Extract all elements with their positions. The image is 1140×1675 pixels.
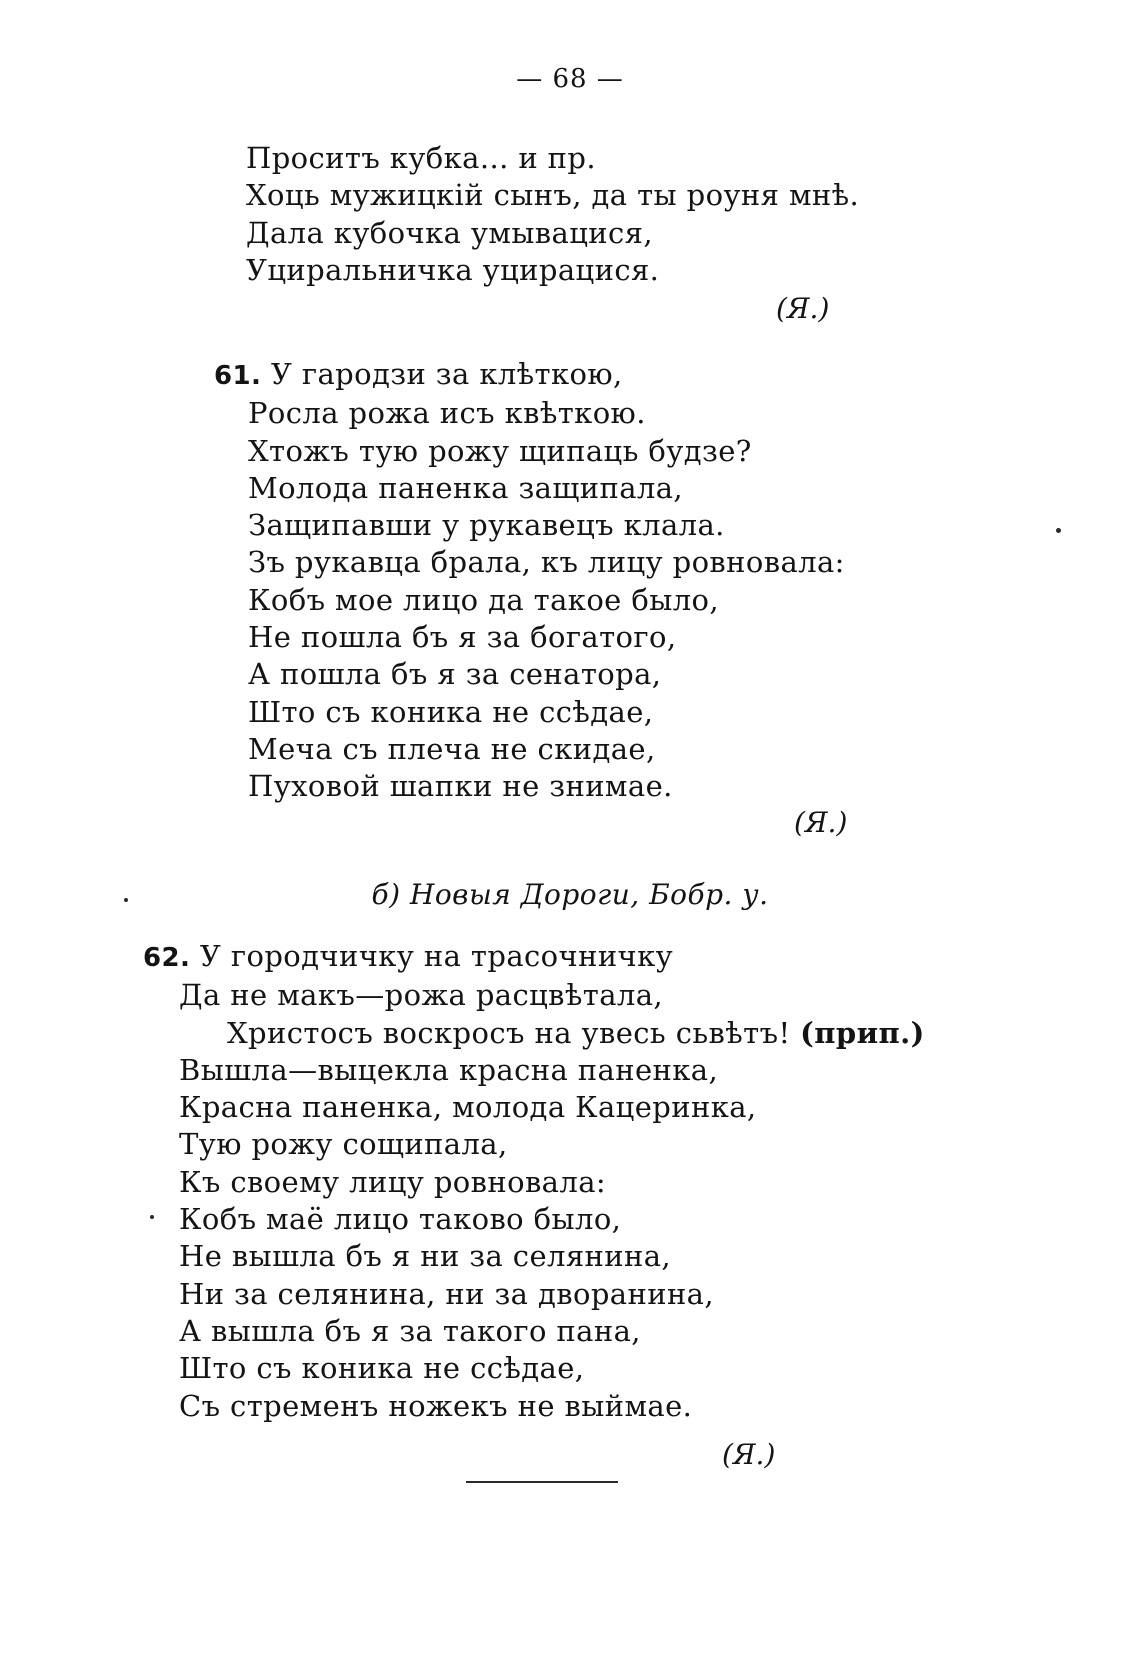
- verse-line: Вышла—выцекла красна паненка,: [179, 1052, 719, 1087]
- song-62: [143, 938, 925, 1425]
- verse-line: Проситъ кубка... и пр.: [246, 141, 596, 175]
- verse-line: Пуховой шапки не знимае.: [248, 769, 673, 804]
- verse-line: Къ своему лицу ровновала:: [179, 1164, 607, 1199]
- verse-text: У гародзи за клѣткою,: [270, 357, 623, 391]
- verse-first-line: [143, 938, 925, 977]
- verse-line: Меча съ плеча не скидае,: [248, 731, 656, 766]
- verse-line: Хтожъ тую рожу щипаць будзе?: [248, 433, 752, 468]
- verse-line: Дала кубочка умывацися,: [246, 215, 653, 250]
- verse-line: Красна паненка, молода Кацеринка,: [179, 1090, 757, 1125]
- verse-line: Съ стременъ ножекъ не выймае.: [179, 1388, 693, 1423]
- verse-line: Ни за селянина, ни за дворанина,: [179, 1276, 714, 1311]
- verse-line: Што съ коника не ссѣдае,: [248, 694, 654, 729]
- source-attribution: (Я.): [794, 806, 848, 839]
- verse-line: А вышла бъ я за такого пана,: [179, 1313, 641, 1348]
- song-60-continuation: [246, 140, 859, 289]
- verse-line: Што съ коника не ссѣдае,: [179, 1351, 585, 1386]
- verse-line: А пошла бъ я за сенатора,: [248, 657, 662, 692]
- verse-line: Кобъ маё лицо таково было,: [179, 1202, 622, 1237]
- verse-line: Росла рожа исъ квѣткою.: [248, 396, 646, 431]
- verse-line: Зъ рукавца брала, къ лицу ровновала:: [248, 545, 845, 580]
- song-61: [214, 356, 845, 806]
- refrain-line: [143, 1015, 925, 1052]
- source-attribution: (Я.): [776, 292, 830, 325]
- verse-text: У городчичку на трасочничку: [199, 939, 674, 973]
- song-number: 61.: [214, 361, 262, 391]
- print-speck: [124, 898, 128, 902]
- end-rule: [466, 1481, 618, 1483]
- verse-line: Уциральничка уцирацися.: [246, 252, 660, 287]
- verse-line: Хоць мужицкій сынъ, да ты роуня мнѣ.: [246, 178, 860, 213]
- verse-first-line: [214, 356, 845, 395]
- source-attribution: (Я.): [722, 1438, 776, 1471]
- verse-line: Не пошла бъ я за богатого,: [248, 620, 677, 655]
- verse-line: Да не макъ—рожа расцвѣтала,: [179, 978, 664, 1013]
- page-number: — 68 —: [516, 64, 624, 94]
- refrain-mark: (прип.): [800, 1015, 925, 1050]
- song-number: 62.: [143, 943, 191, 973]
- verse-line: Защипавши у рукавецъ клала.: [248, 508, 725, 543]
- verse-line: Молода паненка защипала,: [248, 470, 684, 505]
- print-speck: [1056, 528, 1061, 533]
- verse-line: Не вышла бъ я ни за селянина,: [179, 1239, 672, 1274]
- verse-line: Кобъ мое лицо да такое было,: [248, 582, 720, 617]
- refrain-text: Христосъ воскросъ на увесь сьвѣтъ!: [227, 1015, 791, 1050]
- section-heading: б) Новыя Дороги, Бобр. у.: [371, 878, 769, 911]
- verse-line: Тую рожу сощипала,: [179, 1127, 508, 1162]
- print-speck: [150, 1215, 154, 1219]
